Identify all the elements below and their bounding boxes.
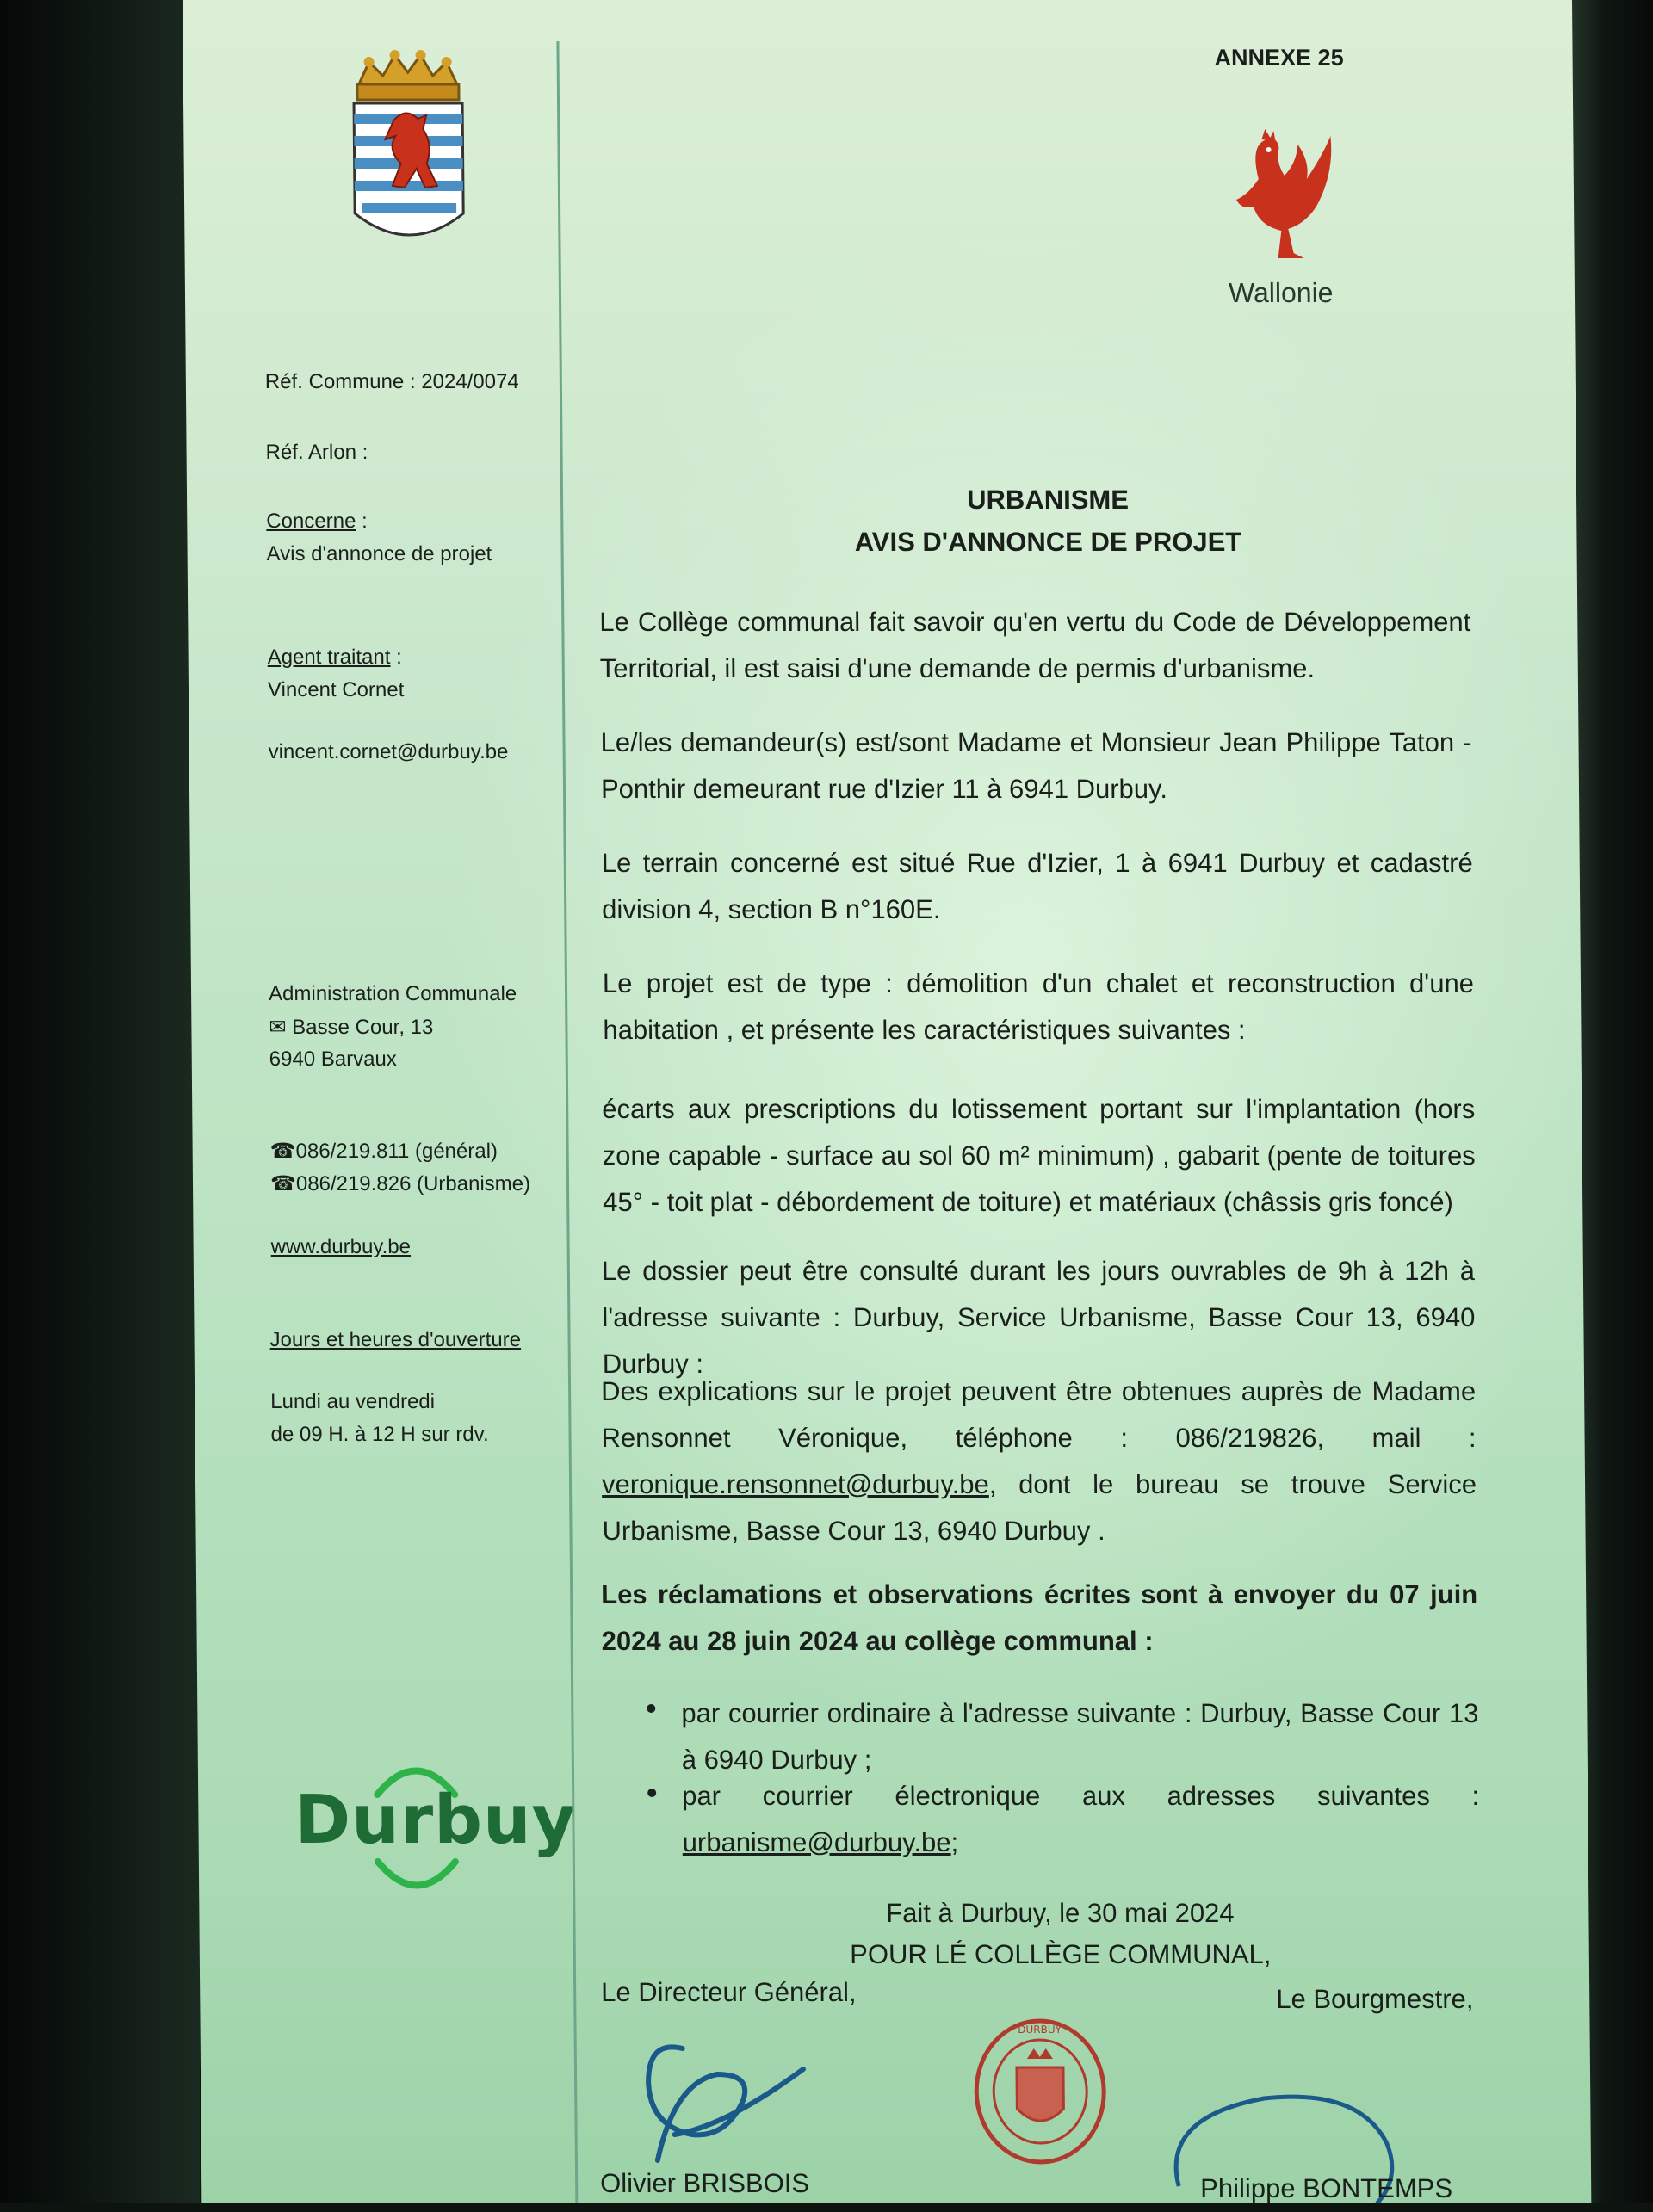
paragraph-consultation: Le dossier peut être consulté durant les jours ouvrables de 9h à 12h à l'adresse suivante : Durbuy, Service Urbanisme, Basse Cour 13, 6940 Durbuy : (601, 1256, 1476, 1379)
commune-seal-icon (966, 2014, 1114, 2169)
admin-name: Administration Communale (268, 982, 517, 1005)
paragraph-parcel: Le terrain concerné est situé Rue d'Izier, 1 à 6941 Durbuy et cadastré division 4, section B n°160E. (601, 848, 1473, 924)
phone-urbanisme: 086/219.826 (Urbanisme) (295, 1172, 531, 1196)
bullet-marker (647, 1789, 656, 1797)
bullet-email (682, 1773, 1480, 1866)
annex-label: ANNEXE 25 (1214, 45, 1344, 71)
director-name: Olivier BRISBOIS (599, 2168, 810, 2198)
urbanisme-email-link[interactable]: urbanisme@durbuy.be (682, 1827, 951, 1857)
concerne-label: Concerne (266, 510, 356, 533)
concerne-value: Avis d'annonce de projet (266, 542, 492, 565)
region-label: Wallonie (1228, 277, 1334, 308)
website-link[interactable]: www.durbuy.be (270, 1235, 412, 1258)
notice-subtitle: AVIS D'ANNONCE DE PROJET (854, 527, 1242, 557)
paragraph-claims: Les réclamations et observations écrites sont à envoyer du 07 juin 2024 au 28 juin 2024 au collège communal : (601, 1579, 1478, 1656)
svg-text:DURBUY: DURBUY (1018, 2024, 1062, 2036)
paragraph-intro: Le Collège communal fait savoir qu'en vertu du Code de Développement Territorial, il est saisi d'une demande de permis d'urbanisme. (599, 607, 1471, 683)
ref-arlon: Réf. Arlon : (265, 441, 368, 464)
admin-street-line (269, 1010, 433, 1044)
contact-email-link[interactable]: veronique.rensonnet@durbuy.be (601, 1469, 989, 1499)
phone-general: 086/219.811 (général) (295, 1140, 498, 1163)
director-title: Le Directeur Général, (601, 1977, 857, 2007)
bullet-email-end: ; (950, 1827, 959, 1857)
agent-heading (268, 641, 402, 674)
durbuy-logo-text: Durbuy (294, 1782, 577, 1859)
phone-urbanisme-line (270, 1167, 530, 1201)
director-signature-icon (622, 2031, 821, 2169)
column-divider (556, 41, 578, 2203)
ref-commune: Réf. Commune : 2024/0074 (264, 370, 519, 393)
hours-line2: de 09 H. à 12 H sur rdv. (270, 1423, 489, 1446)
coat-of-arms-icon (344, 50, 474, 256)
phone-icon: ☎ (269, 1139, 296, 1163)
paragraph-applicant: Le/les demandeur(s) est/sont Madame et Monsieur Jean Philippe Taton - Ponthir demeurant rue d'Izier 11 à 6941 Durbuy. (600, 727, 1472, 804)
agent-colon: : (390, 646, 402, 669)
notice-title: URBANISME (967, 485, 1130, 515)
concerne-colon: : (356, 510, 368, 533)
phone-icon: ☎ (269, 1171, 297, 1196)
for-college: POUR LÉ COLLÈGE COMMUNAL, (850, 1939, 1272, 1969)
agent-email[interactable]: vincent.cornet@durbuy.be (268, 740, 509, 763)
notice-sheet (183, 0, 1591, 2203)
explanations-office: , dont le bureau se trouve Service Urbanisme, Basse Cour 13, 6940 Durbuy . (602, 1469, 1477, 1546)
hours-line1: Lundi au vendredi (270, 1390, 436, 1413)
paragraph-deviations: écarts aux prescriptions du lotissement portant sur l'implantation (hors zone capable - surface au sol 60 m² minimum) , gabarit (pente de toitures 45° - toit plat - débordement de toiture) et matériaux (châssis gris foncé) (602, 1094, 1476, 1217)
durbuy-logo-arc-bottom-icon (369, 1857, 464, 1900)
explanations-text: Des explications sur le projet peuvent être obtenues auprès de Madame Rensonnet Véronique, téléphone : 086/219826, mail : (600, 1376, 1477, 1453)
hours-title: Jours et heures d'ouverture (269, 1328, 522, 1351)
agent-name: Vincent Cornet (267, 678, 405, 701)
place-date: Fait à Durbuy, le 30 mai 2024 (886, 1898, 1235, 1928)
mayor-name: Philippe BONTEMPS (1200, 2173, 1453, 2203)
bullet-email-text: par courrier électronique aux adresses suivantes : (682, 1781, 1480, 1811)
mayor-title: Le Bourgmestre, (1276, 1984, 1474, 2014)
bullet-postal: par courrier ordinaire à l'adresse suivante : Durbuy, Basse Cour 13 à 6940 Durbuy ; (681, 1698, 1479, 1775)
envelope-icon: ✉ (269, 1015, 287, 1039)
bullet-marker (647, 1704, 655, 1713)
paragraph-explanations (601, 1369, 1477, 1554)
agent-label: Agent traitant (267, 646, 391, 669)
left-frame (0, 0, 200, 2203)
concerne-heading (266, 505, 368, 538)
paragraph-project-type: Le projet est de type : démolition d'un chalet et reconstruction d'une habitation , et présente les caractéristiques suivantes : (602, 968, 1475, 1045)
phone-general-line (270, 1134, 498, 1168)
admin-street: Basse Cour, 13 (292, 1016, 434, 1039)
wallonie-rooster-icon (1223, 127, 1336, 265)
admin-city: 6940 Barvaux (269, 1047, 397, 1071)
